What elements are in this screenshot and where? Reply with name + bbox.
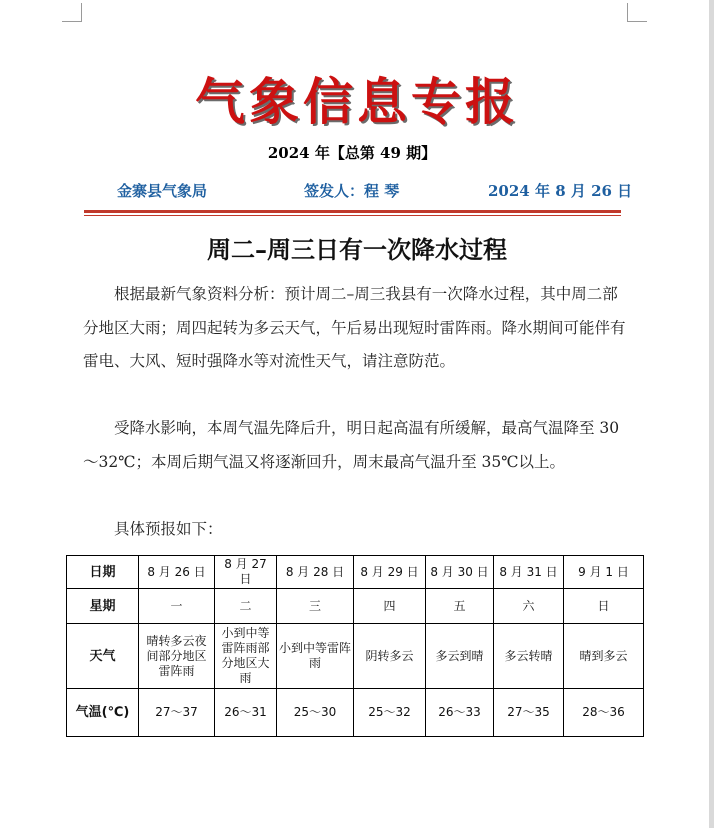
paragraph-temperature: 受降水影响，本周气温先降后升，明日起高温有所缓解，最高气温降至 30～32℃；本周后期气温又将逐渐回升，周末最高气温升至 35℃以上。 (83, 419, 620, 471)
temperature-cell: 25～30 (277, 689, 354, 737)
weekday-cell: 四 (354, 589, 426, 624)
weather-cell: 晴到多云 (564, 624, 644, 689)
weekday-cell: 日 (564, 589, 644, 624)
headline: 周二–周三日有一次降水过程 (207, 235, 507, 264)
date-cell: 8 月 26 日 (139, 556, 215, 589)
weather-cell: 多云转晴 (494, 624, 564, 689)
row-label-weather: 天气 (67, 624, 139, 689)
date-cell: 8 月 27 日 (215, 556, 277, 589)
date-cell: 8 月 30 日 (426, 556, 494, 589)
issue-number: 2024 年【总第 49 期】 (267, 144, 437, 162)
paragraph-analysis: 根据最新气象资料分析：预计周二–周三我县有一次降水过程，其中周二部分地区大雨；周四起转为多云天气，午后易出现短时雷阵雨。降水期间可能伴有雷电、大风、短时强降水等对流性天气，请注意防范。 (83, 285, 626, 370)
temperature-cell: 28～36 (564, 689, 644, 737)
signer: 签发人：程 琴 (304, 182, 400, 200)
date-cell: 8 月 31 日 (494, 556, 564, 589)
weekday-cell: 三 (277, 589, 354, 624)
weekday-cell: 二 (215, 589, 277, 624)
paragraph-forecast-intro: 具体预报如下： (114, 520, 223, 538)
temperature-cell: 26～31 (215, 689, 277, 737)
forecast-table (66, 555, 644, 737)
bureau-name: 金寨县气象局 (117, 182, 208, 200)
weather-cell: 小到中等雷阵雨部分地区大雨 (215, 624, 277, 689)
date-cell: 8 月 28 日 (277, 556, 354, 589)
weather-cell: 晴转多云夜间部分地区雷阵雨 (139, 624, 215, 689)
weekday-cell: 一 (139, 589, 215, 624)
weekday-cell: 五 (426, 589, 494, 624)
row-weekday (67, 589, 644, 624)
header-rule-thin (84, 215, 621, 216)
temperature-cell: 27～37 (139, 689, 215, 737)
weather-cell: 多云到晴 (426, 624, 494, 689)
crop-mark-top-right-v (627, 3, 628, 22)
temperature-cell: 27～35 (494, 689, 564, 737)
issue-date: 2024 年 8 月 26 日 (488, 182, 633, 200)
masthead-title: 气象信息专报 (195, 72, 519, 131)
crop-mark-top-left-v (81, 3, 82, 22)
crop-mark-top-left-h (62, 21, 82, 22)
temperature-cell: 26～33 (426, 689, 494, 737)
row-date (67, 556, 644, 589)
date-cell: 9 月 1 日 (564, 556, 644, 589)
temperature-cell: 25～32 (354, 689, 426, 737)
row-temperature (67, 689, 644, 737)
row-label-date: 日期 (67, 556, 139, 589)
weather-cell: 阴转多云 (354, 624, 426, 689)
weather-cell: 小到中等雷阵雨 (277, 624, 354, 689)
header-rule-thick (84, 210, 621, 213)
date-cell: 8 月 29 日 (354, 556, 426, 589)
row-label-temperature: 气温(℃) (67, 689, 139, 737)
row-label-weekday: 星期 (67, 589, 139, 624)
crop-mark-top-right-h (627, 21, 647, 22)
weekday-cell: 六 (494, 589, 564, 624)
row-weather (67, 624, 644, 689)
